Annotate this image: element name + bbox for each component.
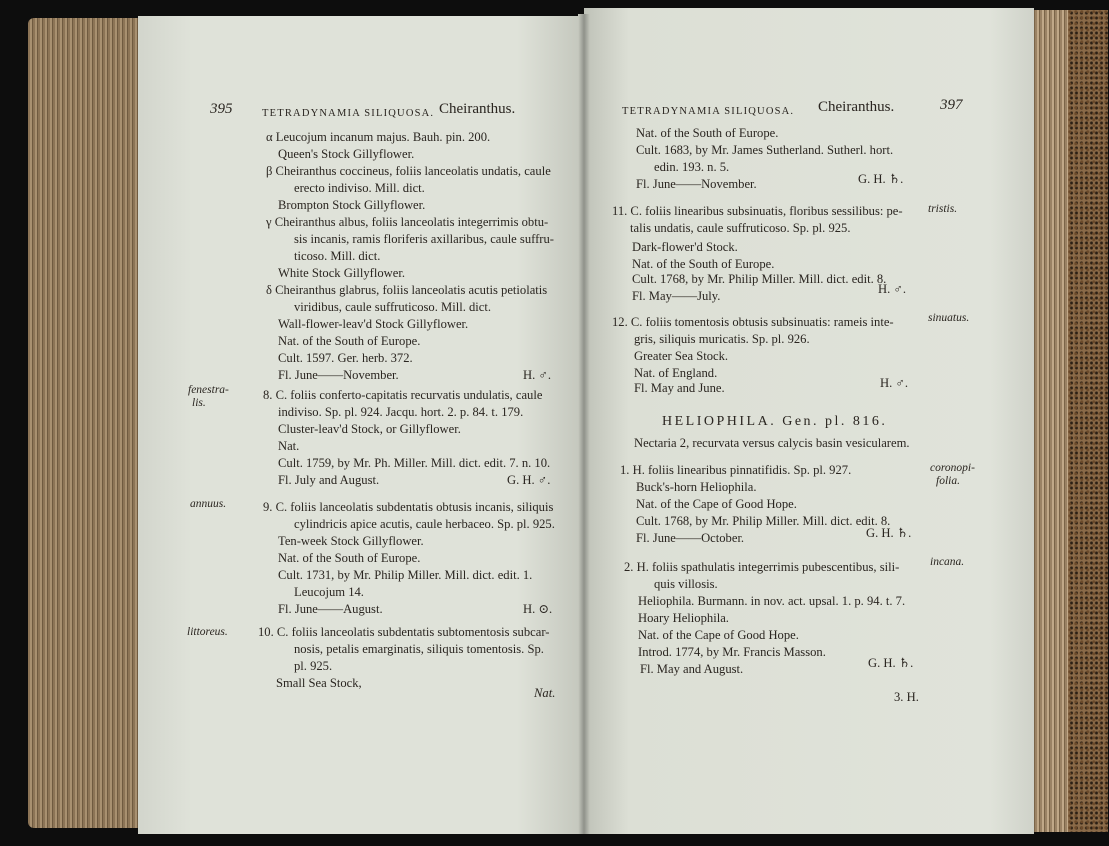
- text-line: viridibus, caule suffruticoso. Mill. dict.: [294, 300, 492, 314]
- text-line: Nat. of the South of Europe.: [636, 126, 779, 140]
- margin-note: coronopi-: [930, 462, 975, 474]
- text-line: Fl. June——August.: [278, 602, 383, 616]
- text-line: 2. H. foliis spathulatis integerrimis pubescentibus, sili-: [624, 560, 900, 574]
- text-line: Greater Sea Stock.: [634, 349, 729, 363]
- text-line: Fl. May and August.: [640, 662, 744, 676]
- text-line: Cult. 1683, by Mr. James Sutherland. Sutherl. hort.: [636, 143, 894, 157]
- text-line: Introd. 1774, by Mr. Francis Masson.: [638, 645, 826, 659]
- habitat-symbol: G. H. ♂.: [507, 473, 551, 487]
- text-line: Nat. of the Cape of Good Hope.: [638, 628, 799, 642]
- text-line: gris, siliquis muricatis. Sp. pl. 926.: [634, 332, 810, 346]
- text-line: sis incanis, ramis floriferis axillaribus, caule suffru-: [294, 232, 554, 246]
- text-line: Cult. 1759, by Mr. Ph. Miller. Mill. dict. edit. 7. n. 10.: [278, 456, 551, 470]
- text-line: Dark-flower'd Stock.: [632, 240, 738, 254]
- text-line: Ten-week Stock Gillyflower.: [278, 534, 424, 548]
- text-line: nosis, petalis emarginatis, siliquis tomentosis. Sp.: [294, 642, 544, 656]
- text-line: Brompton Stock Gillyflower.: [278, 198, 426, 212]
- text-line: 12. C. foliis tomentosis obtusis subsinuatis: rameis inte-: [612, 315, 894, 329]
- habitat-symbol: H. ♂.: [523, 368, 551, 382]
- habitat-symbol: G. H. ♄.: [858, 172, 904, 186]
- text-line: γ Cheiranthus albus, foliis lanceolatis integerrimis obtu-: [266, 215, 549, 229]
- text-line: Fl. June——November.: [278, 368, 399, 382]
- margin-note: annuus.: [190, 498, 227, 510]
- text-line: talis undatis, caule suffruticoso. Sp. pl. 925.: [630, 221, 851, 235]
- catchword: 3. H.: [894, 690, 919, 704]
- text-line: White Stock Gillyflower.: [278, 266, 405, 280]
- text-line: Queen's Stock Gillyflower.: [278, 147, 415, 161]
- text-line: Nat. of the South of Europe.: [278, 551, 421, 565]
- page-number: 395: [210, 101, 233, 117]
- text-line: Hoary Heliophila.: [638, 611, 729, 625]
- running-header-genus: Cheiranthus.: [818, 99, 895, 115]
- text-line: Heliophila. Burmann. in nov. act. upsal. 1. p. 94. t. 7.: [638, 594, 906, 608]
- habitat-symbol: G. H. ♄.: [868, 656, 914, 670]
- text-line: Cult. 1768, by Mr. Philip Miller. Mill. dict. edit. 8.: [632, 272, 887, 286]
- text-line: 10. C. foliis lanceolatis subdentatis subtomentosis subcar-: [258, 625, 550, 639]
- text-line: indiviso. Sp. pl. 924. Jacqu. hort. 2. p. 84. t. 179.: [278, 405, 524, 419]
- text-line: Buck's-horn Heliophila.: [636, 480, 757, 494]
- running-header-class: TETRADYNAMIA SILIQUOSA.: [262, 108, 435, 119]
- text-line: quis villosis.: [654, 577, 718, 591]
- book-cover: [1068, 10, 1108, 832]
- text-line: Small Sea Stock,: [276, 676, 362, 690]
- text-line: edin. 193. n. 5.: [654, 160, 730, 174]
- book-gutter: [578, 14, 590, 834]
- margin-note: fenestra-: [188, 384, 229, 396]
- text-line: erecto indiviso. Mill. dict.: [294, 181, 425, 195]
- text-line: Nat. of England.: [634, 366, 718, 380]
- text-line: Fl. July and August.: [278, 473, 380, 487]
- text-line: Nat. of the South of Europe.: [278, 334, 421, 348]
- text-line: Nat.: [278, 439, 300, 453]
- margin-note: lis.: [192, 397, 206, 409]
- text-line: δ Cheiranthus glabrus, foliis lanceolatis acutis petiolatis: [266, 283, 548, 297]
- text-line: Fl. June——November.: [636, 177, 757, 191]
- text-line: 11. C. foliis linearibus subsinuatis, floribus sessilibus: pe-: [612, 204, 903, 218]
- text-line: 1. H. foliis linearibus pinnatifidis. Sp. pl. 927.: [620, 463, 852, 477]
- text-line: cylindricis apice acutis, caule herbaceo. Sp. pl. 925.: [294, 517, 555, 531]
- text-line: Cult. 1768, by Mr. Philip Miller. Mill. dict. edit. 8.: [636, 514, 891, 528]
- text-line: Fl. May——July.: [632, 289, 721, 303]
- habitat-symbol: H. ⊙.: [523, 602, 553, 616]
- text-line: Cluster-leav'd Stock, or Gillyflower.: [278, 422, 461, 436]
- text-line: 8. C. foliis conferto-capitatis recurvatis undulatis, caule: [263, 388, 543, 402]
- text-line: pl. 925.: [294, 659, 333, 673]
- genus-heading: HELIOPHILA. Gen. pl. 816.: [662, 414, 888, 429]
- text-line: 9. C. foliis lanceolatis subdentatis obtusis incanis, siliquis: [263, 500, 554, 514]
- margin-note: tristis.: [928, 203, 958, 215]
- habitat-symbol: H. ♂.: [880, 376, 908, 390]
- habitat-symbol: H. ♂.: [878, 282, 906, 296]
- running-header-genus: Cheiranthus.: [439, 101, 516, 117]
- text-line: α Leucojum incanum majus. Bauh. pin. 200.: [266, 130, 491, 144]
- text-line: β Cheiranthus coccineus, foliis lanceolatis undatis, caule: [266, 164, 551, 178]
- page-number: 397: [940, 97, 963, 113]
- text-line: Cult. 1597. Ger. herb. 372.: [278, 351, 413, 365]
- text-line: Cult. 1731, by Mr. Philip Miller. Mill. dict. edit. 1.: [278, 568, 533, 582]
- text-line: Nat. of the Cape of Good Hope.: [636, 497, 797, 511]
- text-line: Nectaria 2, recurvata versus calycis basin vesicularem.: [634, 436, 910, 450]
- habitat-symbol: G. H. ♄.: [866, 526, 912, 540]
- margin-note: sinuatus.: [928, 312, 970, 324]
- margin-note: incana.: [930, 556, 965, 568]
- margin-note: littoreus.: [187, 626, 228, 638]
- left-page-edges: [28, 18, 146, 828]
- catchword: Nat.: [534, 686, 556, 700]
- text-line: ticoso. Mill. dict.: [294, 249, 381, 263]
- text-line: Leucojum 14.: [294, 585, 364, 599]
- text-line: Fl. June——October.: [636, 531, 745, 545]
- text-line: Nat. of the South of Europe.: [632, 257, 775, 271]
- running-header-class: TETRADYNAMIA SILIQUOSA.: [622, 106, 795, 117]
- text-line: Fl. May and June.: [634, 381, 725, 395]
- margin-note: folia.: [936, 475, 960, 487]
- text-line: Wall-flower-leav'd Stock Gillyflower.: [278, 317, 469, 331]
